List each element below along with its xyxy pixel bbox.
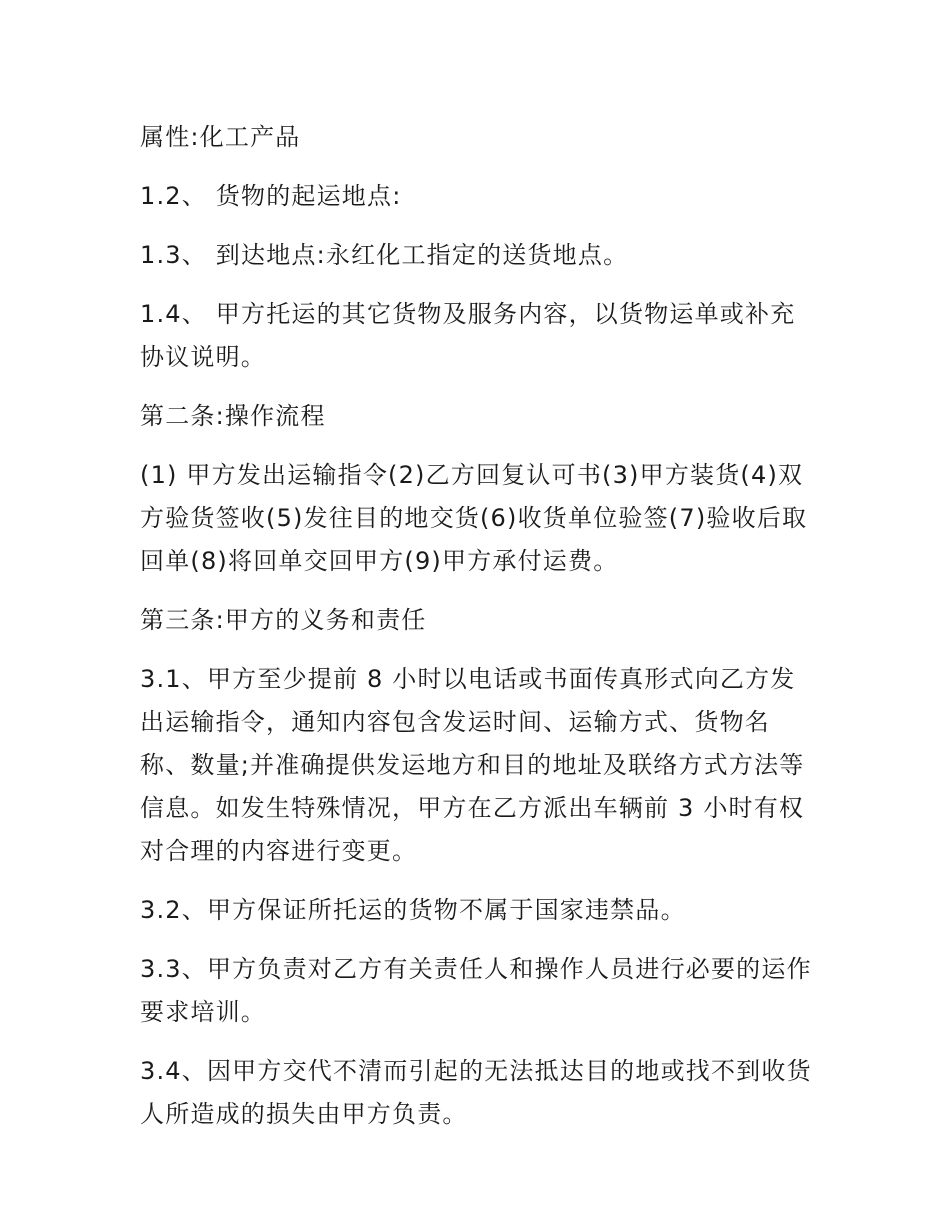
paragraph-3-3: 3.3、甲方负责对乙方有关责任人和操作人员进行必要的运作要求培训。: [140, 955, 812, 1026]
heading-article-2: 第二条:操作流程: [140, 402, 326, 430]
paragraph-1-3: 1.3、 到达地点:永红化工指定的送货地点。: [140, 241, 629, 269]
heading-article-3: 第三条:甲方的义务和责任: [140, 606, 427, 634]
paragraph-property: 属性:化工产品: [140, 123, 301, 151]
paragraph-1-2: 1.2、 货物的起运地点:: [140, 182, 402, 210]
paragraph-3-1: 3.1、甲方至少提前 8 小时以电话或书面传真形式向乙方发出运输指令，通知内容包含发运时间、运输方式、货物名称、数量;并准确提供发运地方和目的地址及联络方式方法等信息。如发生特殊情况，甲方在乙方派出车辆前 3 小时有权对合理的内容进行变更。: [140, 665, 805, 865]
paragraph-3-2: 3.2、甲方保证所托运的货物不属于国家违禁品。: [140, 896, 686, 924]
paragraph-3-4: 3.4、因甲方交代不清而引起的无法抵达目的地或找不到收货人所造成的损失由甲方负责。: [140, 1057, 812, 1128]
paragraph-operation-flow: (1) 甲方发出运输指令(2)乙方回复认可书(3)甲方装货(4)双方验货签收(5)发往目的地交货(6)收货单位验签(7)验收后取回单(8)将回单交回甲方(9)甲方承付运费。: [140, 461, 808, 575]
document-body: [140, 116, 820, 1152]
paragraph-1-4: 1.4、 甲方托运的其它货物及服务内容，以货物运单或补充协议说明。: [140, 300, 796, 371]
